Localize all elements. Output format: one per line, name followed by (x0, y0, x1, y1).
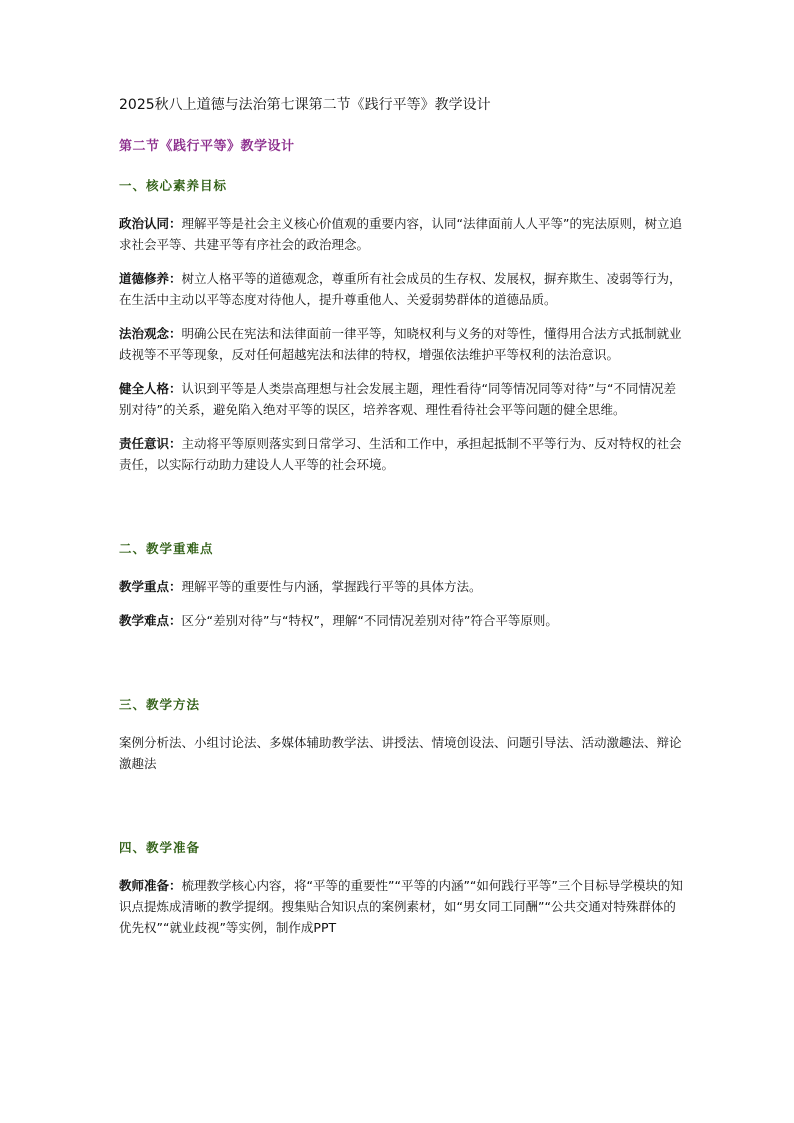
paragraph-text: 明确公民在宪法和法律面前一律平等，知晓权利与义务的对等性，懂得用合法方式抵制就业歧视等不平等现象，反对任何超越宪法和法律的特权，增强依法维护平等权利的法治意识。 (119, 326, 682, 362)
paragraph-text: 区分“差别对待”与“特权”，理解“不同情况差别对待”符合平等原则。 (181, 613, 558, 628)
goal-responsibility (119, 433, 687, 475)
paragraph-label: 法治观念： (119, 326, 182, 341)
paragraph-label: 健全人格： (119, 381, 182, 396)
spacer (119, 488, 687, 538)
section-heading-goals: 一、核心素养目标 (119, 178, 228, 193)
teaching-methods-text: 案例分析法、小组讨论法、多媒体辅助教学法、讲授法、情境创设法、问题引导法、活动激趣法、辩论激趣法 (119, 735, 682, 771)
paragraph-label: 责任意识： (119, 436, 182, 451)
goal-rule-of-law (119, 323, 687, 365)
paragraph-text: 树立人格平等的道德观念，尊重所有社会成员的生存权、发展权，摒弃欺生、凌弱等行为，在生活中主动以平等态度对待他人，提升尊重他人、关爱弱势群体的道德品质。 (119, 271, 682, 307)
paragraph-text: 认识到平等是人类崇高理想与社会发展主题，理性看待“同等情况同等对待”与“不同情况差别对待”的关系，避免陷入绝对平等的误区，培养客观、理性看待社会平等问题的健全思维。 (119, 381, 676, 417)
spacer (119, 644, 687, 694)
paragraph-label: 政治认同： (119, 216, 182, 231)
section-heading-methods: 三、教学方法 (119, 697, 201, 712)
paragraph-text: 梳理教学核心内容，将“平等的重要性”“平等的内涵”“如何践行平等”三个目标导学模块的知识点提炼成清晰的教学提纲。搜集贴合知识点的案例素材，如“男女同工同酬”“公共交通对特殊群体的优先权”“就业歧视”等实例，制作成PPT (119, 878, 683, 935)
paragraph-label: 道德修养： (119, 271, 182, 286)
goal-sound-personality (119, 378, 687, 420)
section-heading-key-points: 二、教学重难点 (119, 541, 214, 556)
key-point (119, 576, 687, 597)
paragraph-text: 理解平等的重要性与内涵，掌握践行平等的具体方法。 (181, 579, 482, 594)
goal-moral-cultivation (119, 268, 687, 310)
paragraph-text: 主动将平等原则落实到日常学习、生活和工作中，承担起抵制不平等行为、反对特权的社会责任，以实际行动助力建设人人平等的社会环境。 (119, 436, 682, 472)
document-title: 2025秋八上道德与法治第七课第二节《践行平等》教学设计 (119, 97, 491, 113)
paragraph-text: 理解平等是社会主义核心价值观的重要内容，认同“法律面前人人平等”的宪法原则，树立追求社会平等、共建平等有序社会的政治理念。 (119, 216, 682, 252)
section-heading-preparation: 四、教学准备 (119, 840, 201, 855)
spacer (119, 787, 687, 837)
teacher-preparation (119, 875, 687, 938)
paragraph-label: 教学难点： (119, 613, 182, 628)
document-body (119, 94, 687, 951)
paragraph-label: 教学重点： (119, 579, 182, 594)
difficult-point (119, 610, 687, 631)
paragraph-label: 教师准备： (119, 878, 182, 893)
goal-political-identity (119, 213, 687, 255)
document-subtitle: 第二节《践行平等》教学设计 (119, 139, 295, 154)
